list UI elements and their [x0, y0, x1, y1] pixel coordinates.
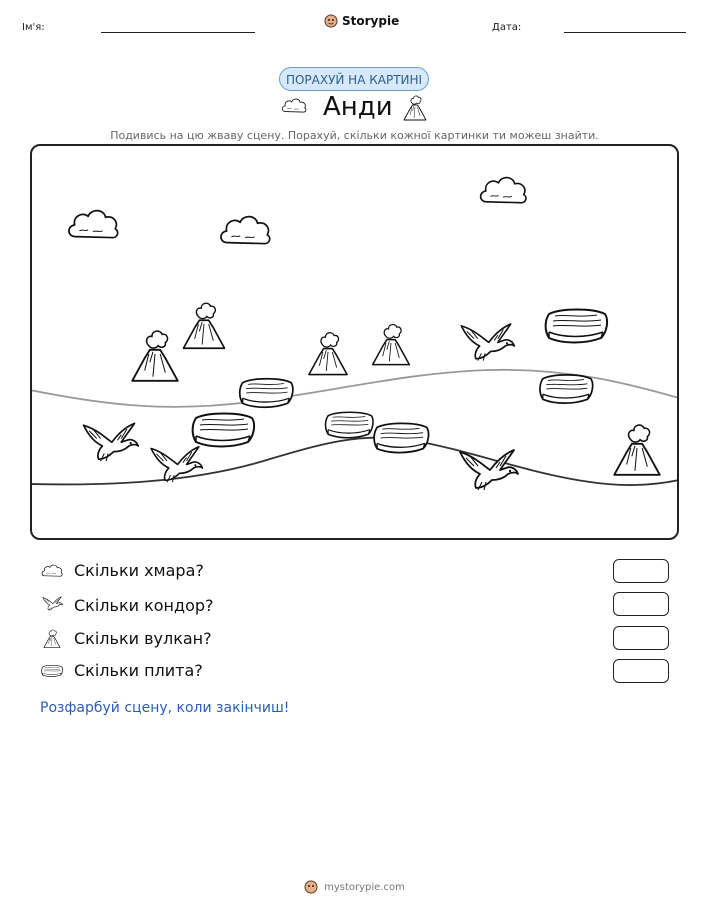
volcano-icon	[400, 92, 430, 122]
slab-icon	[540, 375, 593, 403]
answer-box[interactable]	[613, 659, 669, 683]
footer-url[interactable]: mystorypie.com	[324, 881, 405, 893]
question-row	[40, 561, 204, 580]
volcano-icon	[40, 627, 64, 649]
cloud-icon	[69, 211, 118, 238]
question-text: Скільки плита?	[74, 661, 203, 680]
volcano-icon	[614, 425, 659, 475]
name-field[interactable]	[101, 32, 255, 33]
storypie-mascot-icon	[304, 880, 318, 894]
volcano-icon	[309, 333, 347, 375]
question-row	[40, 627, 212, 649]
question-text: Скільки кондор?	[74, 595, 214, 615]
brand-logo	[324, 14, 399, 28]
slab-icon	[546, 310, 607, 343]
condor-icon	[84, 423, 139, 461]
brand-name: Storypie	[342, 14, 400, 28]
condor-icon	[461, 324, 514, 361]
coloring-instruction: Розфарбуй сцену, коли закінчиш!	[40, 700, 290, 716]
count-badge: ПОРАХУЙ НА КАРТИНІ	[279, 67, 429, 91]
slab-icon	[193, 414, 254, 447]
date-field[interactable]	[564, 32, 686, 33]
question-row	[40, 594, 214, 616]
volcano-icon	[132, 331, 177, 381]
slab-icon	[240, 379, 293, 408]
date-label: Дата:	[492, 22, 522, 33]
cloud-icon	[221, 217, 270, 244]
cloud-icon	[40, 562, 64, 580]
slab-icon	[326, 412, 373, 438]
answer-box[interactable]	[613, 626, 669, 650]
storypie-mascot-icon	[324, 14, 338, 28]
question-row	[40, 661, 203, 680]
volcano-icon	[183, 303, 224, 348]
slab-icon	[40, 662, 64, 680]
condor-icon	[40, 594, 64, 616]
footer	[0, 880, 709, 894]
name-label: Ім'я:	[22, 22, 45, 33]
cloud-icon	[280, 96, 308, 116]
condor-icon	[460, 450, 518, 490]
cloud-icon	[481, 178, 526, 203]
scene-illustration	[30, 144, 679, 540]
volcano-icon	[373, 324, 410, 364]
counting-scene	[30, 144, 679, 540]
question-text: Скільки вулкан?	[74, 628, 212, 648]
slab-icon	[374, 423, 428, 452]
instructions-text: Подивись на цю жваву сцену. Порахуй, скільки кожної картинки ти можеш знайти.	[110, 129, 599, 142]
answer-box[interactable]	[613, 592, 669, 616]
page-title: Анди	[323, 92, 393, 122]
condor-icon	[151, 447, 202, 482]
question-text: Скільки хмара?	[74, 561, 204, 580]
answer-box[interactable]	[613, 559, 669, 583]
